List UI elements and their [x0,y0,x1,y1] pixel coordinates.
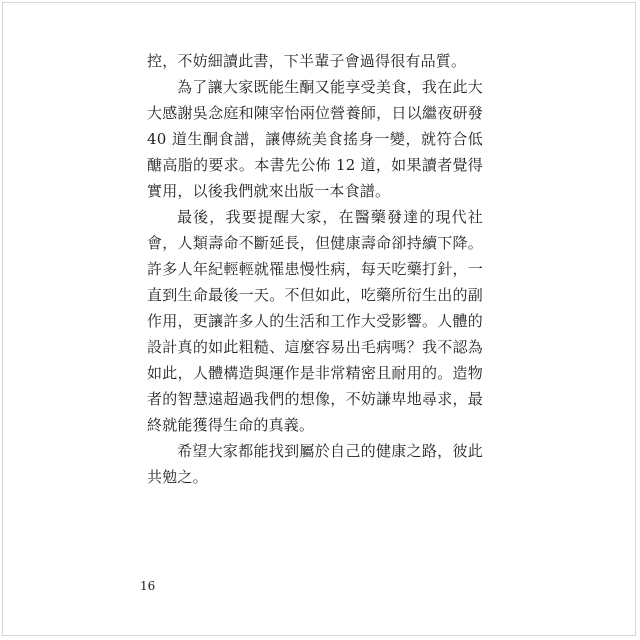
body-text [147,48,483,490]
paragraph-recipes: 為了讓大家既能生酮又能享受美食，我在此大大感謝吳念庭和陳宰怡兩位營養師，日以繼夜研發 40 道生酮食譜，讓傳統美食搖身一變，就符合低醣高脂的要求。本書先公佈 12 道，如果讀者覺得實用，以後我們就來出版一本食譜。 [147,78,483,200]
page-number: 16 [140,579,156,593]
paragraph-health: 最後，我要提醒大家，在醫藥發達的現代社會，人類壽命不斷延長，但健康壽命卻持續下降。許多人年紀輕輕就罹患慢性病，每天吃藥打針，一直到生命最後一天。不但如此，吃藥所衍生出的副作用，更讓許多人的生活和工作大受影響。人體的設計真的如此粗糙、這麼容易出毛病嗎？我不認為如此，人體構造與運作是非常精密且耐用的。造物者的智慧遠超過我們的想像，不妨謙卑地尋求，最終就能獲得生命的真義。 [147,208,483,434]
paragraph-closing: 希望大家都能找到屬於自己的健康之路，彼此共勉之。 [147,442,483,486]
paragraph-continuation: 控，不妨細讀此書，下半輩子會過得很有品質。 [147,52,467,70]
